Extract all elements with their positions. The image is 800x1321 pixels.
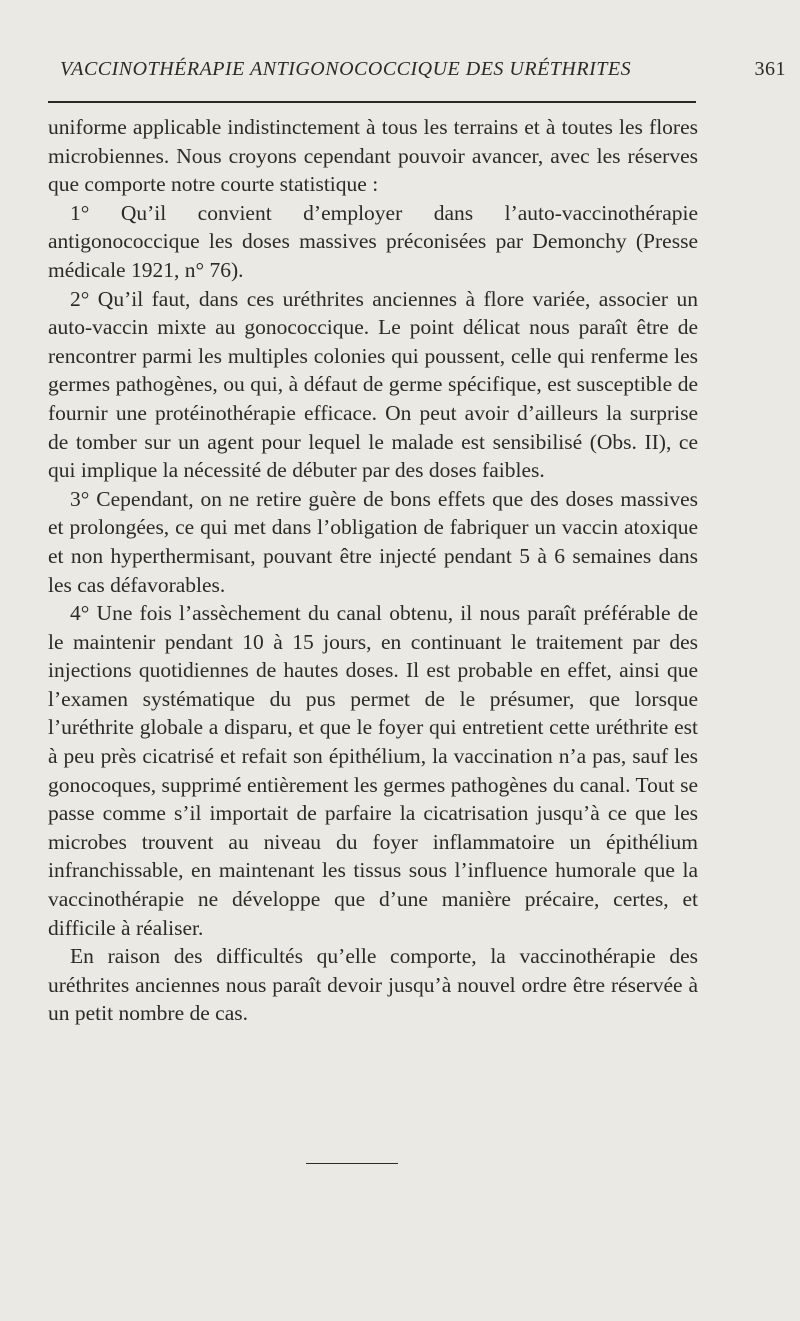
paragraph: 3° Cependant, on ne retire guère de bons effets que des doses massives et prolongées, ce qui met dans l’obligation de fabriquer un vaccin atoxique et non hyperthermisant, pouvant être injecté pendant 5 à 6 semaines dans les cas défavorables. [48,486,698,597]
running-header [60,58,786,81]
page-number: 361 [754,58,786,80]
header-rule [48,101,696,103]
paragraph: uniforme applicable indistinctement à tous les terrains et à toutes les flores microbiennes. Nous croyons cependant pouvoir avancer, avec les réserves que comporte notre courte statistique : [48,115,698,197]
paragraph: 4° Une fois l’assèchement du canal obtenu, il nous paraît préférable de le maintenir pendant 10 à 15 jours, en continuant le traitement par des injections quotidiennes de hautes doses. Il est probable en effet, ainsi que l’examen systématique du pus permet de le présumer, que lorsque l’uréthrite globale a disparu, et que le foyer qui entretient cette uréthrite est à peu près cicatrisé et refait son épithélium, la vaccination n’a pas, sauf les gonocoques, supprimé entièrement les germes pathogènes du canal. Tout se passe comme s’il importait de parfaire la cicatrisation jusqu’à ce que les microbes trouvent au niveau du foyer inflammatoire un épithélium infranchissable, en maintenant les tissus sous l’influence humorale que la vaccinothérapie ne développe que d’une manière précaire, certes, et difficile à réaliser. [48,601,698,940]
paragraph: 1° Qu’il convient d’employer dans l’auto-vaccinothérapie antigonococcique les doses massives préconisées par Demonchy (Presse médicale 1921, n° 76). [48,200,698,282]
paragraph: En raison des difficultés qu’elle comporte, la vaccinothérapie des uréthrites anciennes nous paraît devoir jusqu’à nouvel ordre être réservée à un petit nombre de cas. [48,944,698,1026]
running-title: VACCINOTHÉRAPIE ANTIGONOCOCCIQUE DES URÉTHRITES [60,58,632,80]
closing-rule [306,1163,398,1164]
paragraph: 2° Qu’il faut, dans ces uréthrites anciennes à flore variée, associer un auto-vaccin mixte au gonococcique. Le point délicat nous paraît être de rencontrer parmi les multiples colonies qui poussent, celle qui renferme les germes pathogènes, ou qui, à défaut de germe spécifique, est susceptible de fournir une protéinothérapie efficace. On peut avoir d’ailleurs la surprise de tomber sur un agent pour lequel le malade est sensibilisé (Obs. II), ce qui implique la nécessité de débuter par des doses faibles. [48,286,698,483]
body-text [48,113,698,1028]
